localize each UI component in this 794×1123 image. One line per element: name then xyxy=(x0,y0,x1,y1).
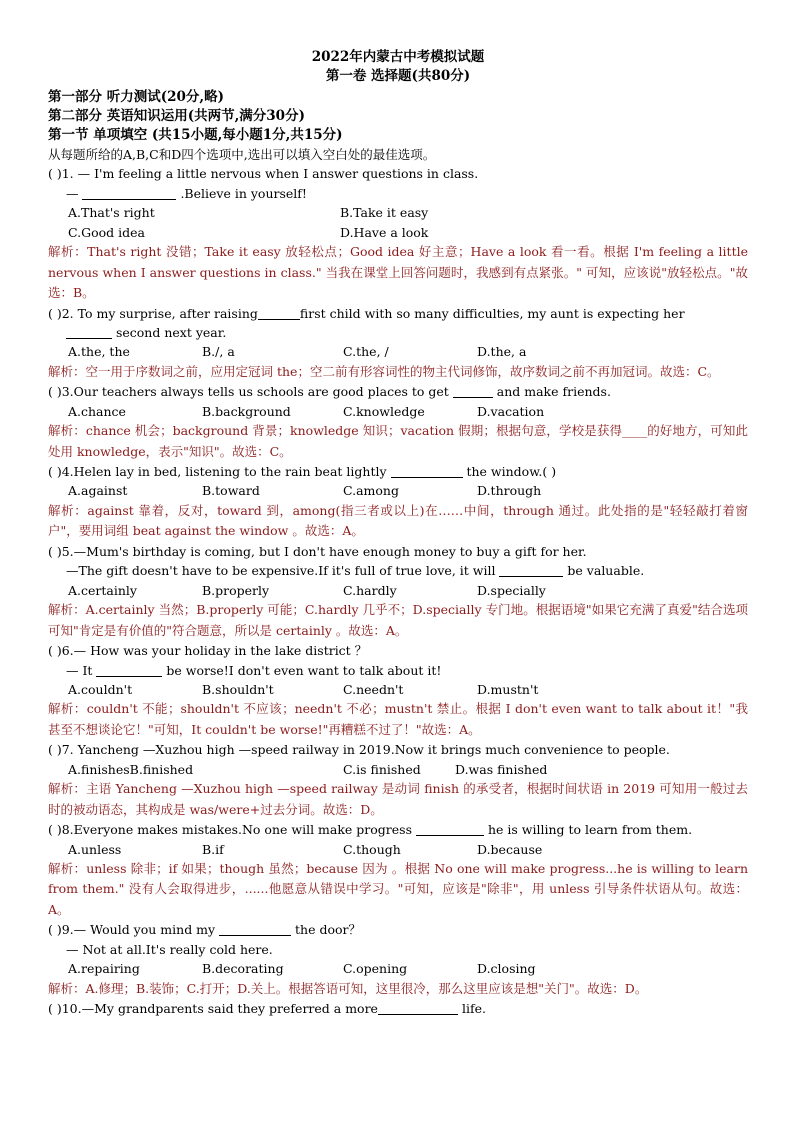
question-stem: ( )6.— How was your holiday in the lake district ？ xyxy=(48,643,368,659)
option-ab xyxy=(68,760,202,779)
option-c: C.Good idea xyxy=(68,224,145,240)
option-d: D.specially xyxy=(477,582,546,598)
answer-blank xyxy=(453,384,493,398)
instruction-text: 从每题所给的A,B,C和D四个选项中,选出可以填入空白处的最佳选项。 xyxy=(48,147,436,162)
answer-blank xyxy=(66,325,112,339)
option-b: B.Take it easy xyxy=(340,205,429,221)
answer-blank xyxy=(499,563,563,577)
option-a: A.repairing xyxy=(68,961,140,977)
question-stem: ( )2. To my surprise, after raising first child with so many difficulties, my aunt is expecting her xyxy=(48,305,685,321)
option-c: C.is finished xyxy=(343,761,421,777)
question-6 xyxy=(48,641,748,740)
question-stem: ( )9.— Would you mind my the door？ xyxy=(48,922,362,938)
exam-subtitle: 第一卷 选择题(共80分) xyxy=(325,68,471,84)
option-d: D.the, a xyxy=(477,344,527,360)
question-9 xyxy=(48,920,748,999)
option-a: A.against xyxy=(68,483,128,499)
option-d: D.vacation xyxy=(477,403,545,419)
option-c: C.opening xyxy=(343,961,408,977)
question-stem: ( )5.—Mum's birthday is coming, but I don't have enough money to buy a gift for her. xyxy=(48,543,587,559)
option-b: B.decorating xyxy=(202,961,284,977)
options-row xyxy=(48,342,748,361)
question-4 xyxy=(48,462,748,542)
answer-blank xyxy=(391,464,463,478)
question-2 xyxy=(48,304,748,383)
question-stem: ( )4.Helen lay in bed, listening to the rain beat lightly the window.( ) xyxy=(48,464,557,480)
question-stem: ( )7. Yancheng —Xuzhou high —speed railway in 2019.Now it brings much convenience to people. xyxy=(48,742,670,758)
question-stem-line2: second next year. xyxy=(48,323,748,342)
section1-heading: 第一节 单项填空 (共15小题,每小题1分,共15分) xyxy=(48,127,343,143)
option-c: C.among xyxy=(343,483,399,499)
explanation: 解析：unless 除非；if 如果；though 虽然；because 因为 。根据 No one will make progress...he is willing to learn from them." 没有人会取得进步，......他愿意从错误中学习。"可知，应该是"除非"，用 unless 引导条件状语从句。故选：A。 xyxy=(48,860,748,917)
options-row xyxy=(48,402,748,421)
option-a: A.unless xyxy=(68,841,122,857)
question-8 xyxy=(48,820,748,920)
option-a: A.finishes xyxy=(68,761,130,777)
option-a: A.the, the xyxy=(68,344,130,360)
question-3 xyxy=(48,382,748,462)
question-stem-line2: —The gift doesn't have to be expensive.If it's full of true love, it will be valuable. xyxy=(66,563,645,579)
option-c: C.needn't xyxy=(343,681,404,697)
option-b: B.properly xyxy=(202,582,270,598)
question-1 xyxy=(48,164,748,303)
question-stem: ( )10.—My grandparents said they preferred a more life. xyxy=(48,1001,486,1017)
explanation: 解析：That's right 没错；Take it easy 放轻松点；Good idea 好主意；Have a look 看一看。根据 I'm feeling a little nervous when I answer questions in class." 当我在课堂上回答问题时，我感到有点紧张。" 可知，应该说"放轻松点。"故选：B。 xyxy=(48,244,748,301)
question-stem-line2: — Not at all.It's really cold here. xyxy=(66,941,273,957)
option-c: C.the, / xyxy=(343,344,389,360)
answer-blank xyxy=(416,822,484,836)
exam-title: 2022年内蒙古中考模拟试题 xyxy=(311,49,485,65)
options-row xyxy=(48,840,748,859)
option-c: C.knowledge xyxy=(343,403,425,419)
options-row xyxy=(48,959,748,978)
options-row xyxy=(48,203,748,222)
explanation: 解析：主语 Yancheng —Xuzhou high —speed railway 是动词 finish 的承受者，根据时间状语 in 2019 可知用一般过去时的被动语态，其构成是 was/were+过去分词。故选：D。 xyxy=(48,781,748,817)
explanation: 解析：against 靠着，反对，toward 到，among(指三者或以上)在……中间，through 通过。此处指的是"轻轻敲打着窗户"，要用词组 beat against the window 。故选：A。 xyxy=(48,502,748,539)
question-5 xyxy=(48,542,748,641)
option-c: C.though xyxy=(343,841,401,857)
part2-heading: 第二部分 英语知识运用(共两节,满分30分) xyxy=(48,108,305,124)
option-b: B.if xyxy=(202,841,224,857)
option-b: B./, a xyxy=(202,344,235,360)
question-stem: ( )1. — I'm feeling a little nervous when I answer questions in class. xyxy=(48,166,479,182)
answer-blank xyxy=(82,186,176,200)
question-stem: ( )8.Everyone makes mistakes.No one will make progress he is willing to learn from them. xyxy=(48,822,693,838)
option-a: A.couldn't xyxy=(68,681,133,697)
question-7 xyxy=(48,740,748,820)
options-row xyxy=(48,481,748,500)
option-b: B.shouldn't xyxy=(202,681,274,697)
option-a: A.That's right xyxy=(68,205,155,221)
answer-blank xyxy=(219,922,291,936)
option-d: D.mustn't xyxy=(477,681,539,697)
options-row xyxy=(48,581,748,600)
explanation: 解析：A.修理；B.装饰；C.打开；D.关上。根据答语可知，这里很冷，那么这里应该是想"关门"。故选：D。 xyxy=(48,980,648,996)
options-row xyxy=(48,680,748,699)
option-b: B.background xyxy=(202,403,291,419)
explanation: 解析：A.certainly 当然；B.properly 可能；C.hardly 几乎不；D.specially 专门地。根据语境"如果它充满了真爱"结合选项可知"肯定是有价值的"符合题意，所以是 certainly 。故选：A。 xyxy=(48,602,748,638)
answer-blank xyxy=(258,306,300,320)
part1-heading: 第一部分 听力测试(20分,略) xyxy=(48,89,224,105)
explanation: 解析：空一用于序数词之前，应用定冠词 the；空二前有形容词性的物主代词修饰，故序数词之前不再加冠词。故选：C。 xyxy=(48,363,720,379)
options-row xyxy=(48,760,748,779)
question-stem: ( )3.Our teachers always tells us schools are good places to get and make friends. xyxy=(48,384,611,400)
explanation: 解析：chance 机会；background 背景；knowledge 知识；vacation 假期；根据句意，学校是获得____的好地方，可知此处用 knowledge，表示"知识"。故选：C。 xyxy=(48,423,748,459)
option-d: D.Have a look xyxy=(340,224,429,240)
option-b: B.toward xyxy=(202,483,260,499)
explanation: 解析：couldn't 不能；shouldn't 不应该；needn't 不必；mustn't 禁止。根据 I don't even want to talk about it！"我甚至不想谈论它！"可知，It couldn't be worse!"再糟糕不过了！"故选：A。 xyxy=(48,701,748,737)
option-c: C.hardly xyxy=(343,582,397,598)
option-a: A.chance xyxy=(68,403,126,419)
option-d: D.because xyxy=(477,841,543,857)
answer-blank xyxy=(378,1001,458,1015)
option-d: D.was finished xyxy=(455,761,548,777)
option-d: D.closing xyxy=(477,961,536,977)
options-row xyxy=(48,223,748,242)
question-10 xyxy=(48,999,748,1018)
option-b: B.finished xyxy=(129,761,194,777)
answer-blank xyxy=(96,663,162,677)
question-stem-line2: — It be worse!I don't even want to talk about it! xyxy=(66,662,442,678)
option-a: A.certainly xyxy=(68,582,137,598)
option-d: D.through xyxy=(477,483,542,499)
question-stem-line2: — .Believe in yourself! xyxy=(66,185,307,201)
